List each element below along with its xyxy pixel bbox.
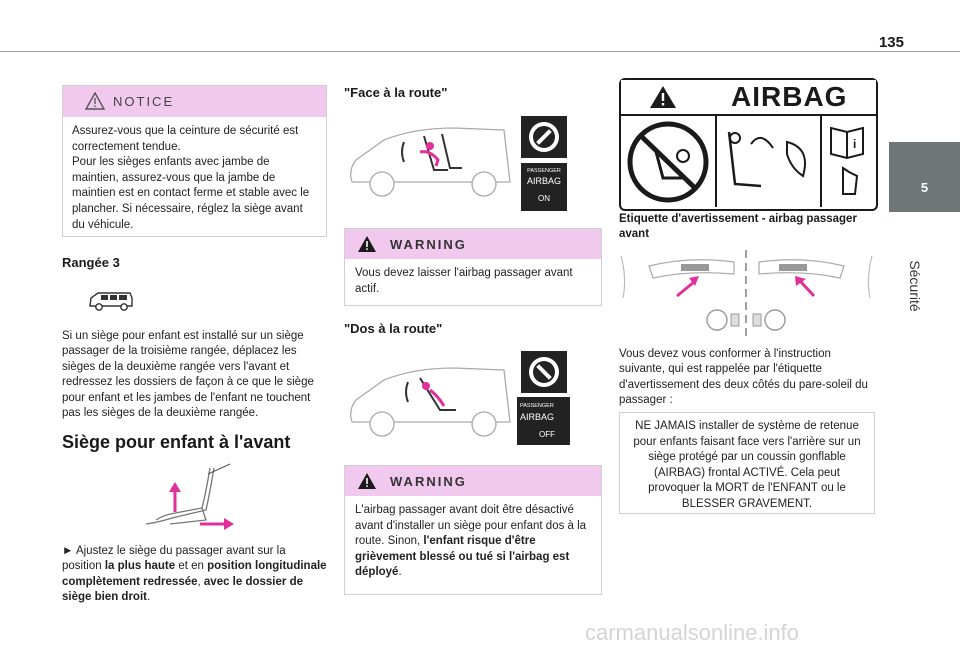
notice-box	[62, 85, 327, 237]
airbag-key-switch-on-icon	[521, 116, 567, 158]
label-caption: Etiquette d'avertissement - airbag passager avant	[619, 213, 857, 240]
airbag-panel-off-line1: PASSENGER	[520, 403, 554, 409]
warning-dos-header	[345, 466, 601, 496]
page-number: 135	[878, 34, 904, 51]
chapter-tab-number: 5	[920, 180, 929, 195]
airbag-key-switch-off-icon	[521, 351, 567, 393]
warning-text-box: NE JAMAIS installer de système de retenue pour enfants faisant face vers l'arrière sur un siège protégé par un coussin gonflable (AIRBAG) frontal ACTIVÉ. Cela peut provoquer la MORT de l'ENFANT ou le BLESSER GRAVEMENT.	[619, 412, 875, 514]
chapter-label	[905, 250, 925, 330]
instr-t4: .	[147, 591, 151, 604]
warning-face-text: Vous devez laisser l'airbag passager avant actif.	[355, 267, 573, 295]
warning-dos-title: WARNING	[390, 474, 467, 489]
seat-adjust-illustration	[140, 462, 236, 530]
header-rule	[0, 51, 960, 52]
watermark[interactable]: carmanualsonline.info	[585, 620, 800, 645]
notice-header	[63, 86, 326, 117]
airbag-warning-label	[619, 78, 878, 211]
airbag-panel-on	[521, 163, 567, 211]
warning-dos-text	[345, 496, 601, 588]
chapter-label-text: Sécurité	[907, 260, 923, 312]
instr-t3: ,	[197, 575, 204, 588]
instr-b2: position longitudinale complètement redressée	[62, 560, 327, 588]
rangee3-text: Si un siège pour enfant est installé sur un siège passager de la troisième rangée, déplacez les sièges de la deuxième rangée vers l'avant et redressez les dossiers de façon à ce que le siège pour enfant et les jambes de l'enfant ne touchent pas les sièges de la deuxième rangée.	[62, 330, 314, 420]
label-divider	[820, 116, 822, 207]
instr-b1: la plus haute	[104, 560, 176, 573]
label-divider	[715, 116, 717, 207]
airbag-panel-on-line1: PASSENGER	[527, 168, 561, 174]
warning-box-dos	[344, 465, 602, 595]
airbag-panel-off-line2: AIRBAG	[520, 412, 555, 422]
warning-box-face	[344, 228, 602, 306]
svg-text:i: i	[853, 137, 857, 151]
minivan-icon	[88, 290, 134, 312]
warning-triangle-icon	[357, 472, 377, 490]
rangee3-heading: Rangée 3	[62, 255, 120, 270]
airbag-label-header	[621, 80, 876, 116]
car-forward-facing-illustration	[344, 120, 514, 200]
face-route-heading: "Face à la route"	[344, 85, 448, 100]
read-manual-icon	[827, 124, 869, 200]
notice-text: Assurez-vous que la ceinture de sécurité est correctement tendue. Pour les sièges enfants avec jambe de maintien, assurez-vous que la jambe de maintien est en contact ferme et stable avec le plancher. Si nécessaire, réglez la siège avant du véhicule.	[72, 125, 310, 231]
chapter-tab[interactable]	[889, 142, 960, 212]
airbag-panel-off-state: OFF	[539, 430, 555, 439]
instr-t1: ► Ajustez le siège du passager avant sur la position	[62, 545, 286, 573]
airbag-panel-on-state: ON	[538, 194, 550, 203]
no-rear-facing-seat-icon	[625, 120, 711, 204]
siege-avant-text	[62, 544, 327, 606]
warning-dos-t3: .	[398, 566, 402, 579]
notice-title: NOTICE	[113, 94, 175, 109]
label-instruction: Vous devez vous conformer à l'instruction suivante, qui est rappelée par l'étiquette d'avertissement des deux côtés du pare-soleil du passager :	[619, 348, 868, 407]
caution-triangle-icon	[85, 92, 105, 110]
airbag-deploy-icon	[721, 124, 815, 200]
warning-face-header	[345, 229, 601, 259]
siege-avant-heading: Siège pour enfant à l'avant	[62, 432, 291, 452]
instr-b3: avec le dossier de siège bien droit	[62, 575, 303, 604]
warning-face-title: WARNING	[390, 237, 467, 252]
warning-dos-bold: l'enfant risque d'être grièvement blessé ou tué si l'airbag est déployé	[355, 535, 570, 579]
warning-triangle-icon	[649, 85, 677, 109]
warning-triangle-icon	[357, 235, 377, 253]
airbag-panel-off	[517, 397, 570, 445]
car-rear-facing-illustration	[344, 356, 514, 442]
instr-t2: et en	[175, 560, 208, 573]
airbag-label-word: AIRBAG	[731, 81, 848, 112]
dos-route-heading: "Dos à la route"	[344, 321, 443, 336]
sun-visor-label-location-illustration	[619, 248, 874, 338]
warning-dos-t1: L'airbag passager avant doit être désactivé avant d'installer un siège pour enfant dos à la route. Sinon,	[355, 504, 587, 548]
airbag-panel-on-line2: AIRBAG	[526, 176, 561, 186]
